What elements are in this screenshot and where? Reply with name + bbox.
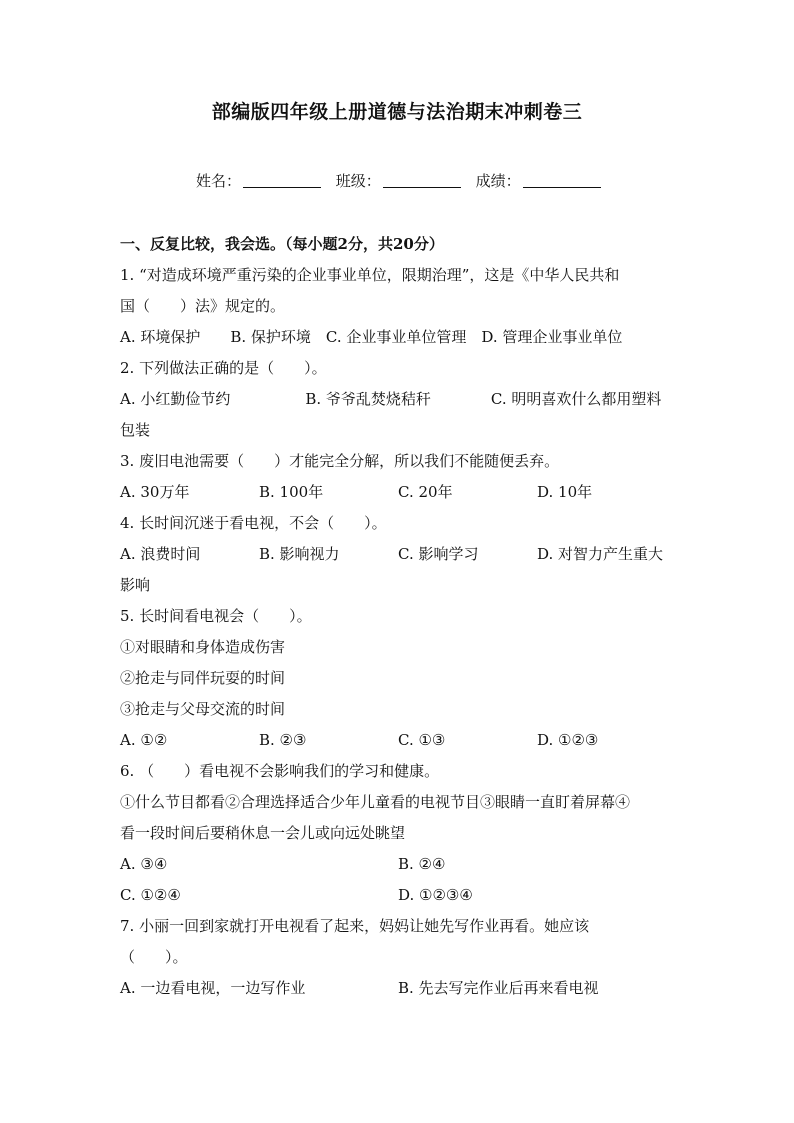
question-5-options: [120, 725, 676, 756]
option-a: A. 一边看电视，一边写作业: [120, 979, 306, 997]
question-5-stem: 5. 长时间看电视会（ ）。: [120, 607, 312, 625]
question-2-options-cont: 包装: [120, 421, 151, 439]
question-6-items: ①什么节目都看②合理选择适合少年儿童看的电视节目③眼睛一直盯着屏幕④: [120, 793, 631, 811]
question-4-option-d-cont: 影响: [120, 576, 151, 594]
score-blank[interactable]: [523, 173, 601, 188]
option-d: D. ①②③: [537, 731, 599, 749]
question-5-item-2: ②抢走与同伴玩耍的时间: [120, 669, 286, 687]
option-a: A. 30万年: [120, 483, 190, 501]
question-1-stem-cont: 国（ ）法》规定的。: [120, 297, 286, 315]
option-b: B. 先去写完作业后再来看电视: [398, 979, 599, 997]
question-7-stem-cont: （ ）。: [120, 948, 188, 966]
question-5-item-1: ①对眼睛和身体造成伤害: [120, 638, 286, 656]
question-6-stem: 6. （ ）看电视不会影响我们的学习和健康。: [120, 762, 440, 780]
question-6-items-cont: 看一段时间后要稍休息一会儿或向远处眺望: [120, 824, 406, 842]
score-label: 成绩：: [475, 172, 521, 190]
name-blank[interactable]: [243, 173, 321, 188]
question-1-stem: 1. “对造成环境严重污染的企业事业单位，限期治理”，这是《中华人民共和: [120, 266, 620, 284]
option-a: A. ③④: [120, 855, 168, 873]
question-6-options-row-1: [120, 849, 676, 880]
option-a: A. 浪费时间: [120, 545, 201, 563]
question-3-options: [120, 477, 676, 508]
question-3-stem: 3. 废旧电池需要（ ）才能完全分解，所以我们不能随便丢弃。: [120, 452, 560, 470]
question-1-options: A. 环境保护 B. 保护环境 C. 企业事业单位管理 D. 管理企业事业单位: [120, 328, 623, 346]
option-d: D. 对智力产生重大: [537, 545, 664, 563]
question-7-stem: 7. 小丽一回到家就打开电视看了起来，妈妈让她先写作业再看。她应该: [120, 917, 590, 935]
page-title: 部编版四年级上册道德与法治期末冲刺卷三: [211, 101, 583, 123]
question-4-stem: 4. 长时间沉迷于看电视，不会（ ）。: [120, 514, 387, 532]
question-4-options: [120, 539, 676, 570]
question-7-options: [120, 973, 676, 1004]
option-c: C. 影响学习: [398, 545, 479, 563]
option-b: B. 100年: [259, 483, 324, 501]
name-label: 姓名：: [196, 172, 242, 190]
option-b: B. ②③: [259, 731, 307, 749]
class-label: 班级：: [335, 172, 381, 190]
question-6-options-row-2: [120, 880, 676, 911]
question-5-item-3: ③抢走与父母交流的时间: [120, 700, 286, 718]
option-b: B. 影响视力: [259, 545, 340, 563]
exam-content: [120, 229, 676, 1004]
option-c: C. ①②④: [120, 886, 181, 904]
option-b: B. ②④: [398, 855, 446, 873]
question-2-stem: 2. 下列做法正确的是（ ）。: [120, 359, 327, 377]
option-d: D. 10年: [537, 483, 593, 501]
option-c: C. ①③: [398, 731, 446, 749]
class-blank[interactable]: [383, 173, 461, 188]
option-d: D. ①②③④: [398, 886, 473, 904]
question-2-options: A. 小红勤俭节约 B. 爷爷乱焚烧秸秆 C. 明明喜欢什么都用塑料: [120, 390, 662, 408]
section-heading: 一、反复比较，我会选。（每小题2分，共20分）: [120, 235, 444, 253]
option-c: C. 20年: [398, 483, 453, 501]
student-info-row: [196, 170, 611, 191]
option-a: A. ①②: [120, 731, 168, 749]
